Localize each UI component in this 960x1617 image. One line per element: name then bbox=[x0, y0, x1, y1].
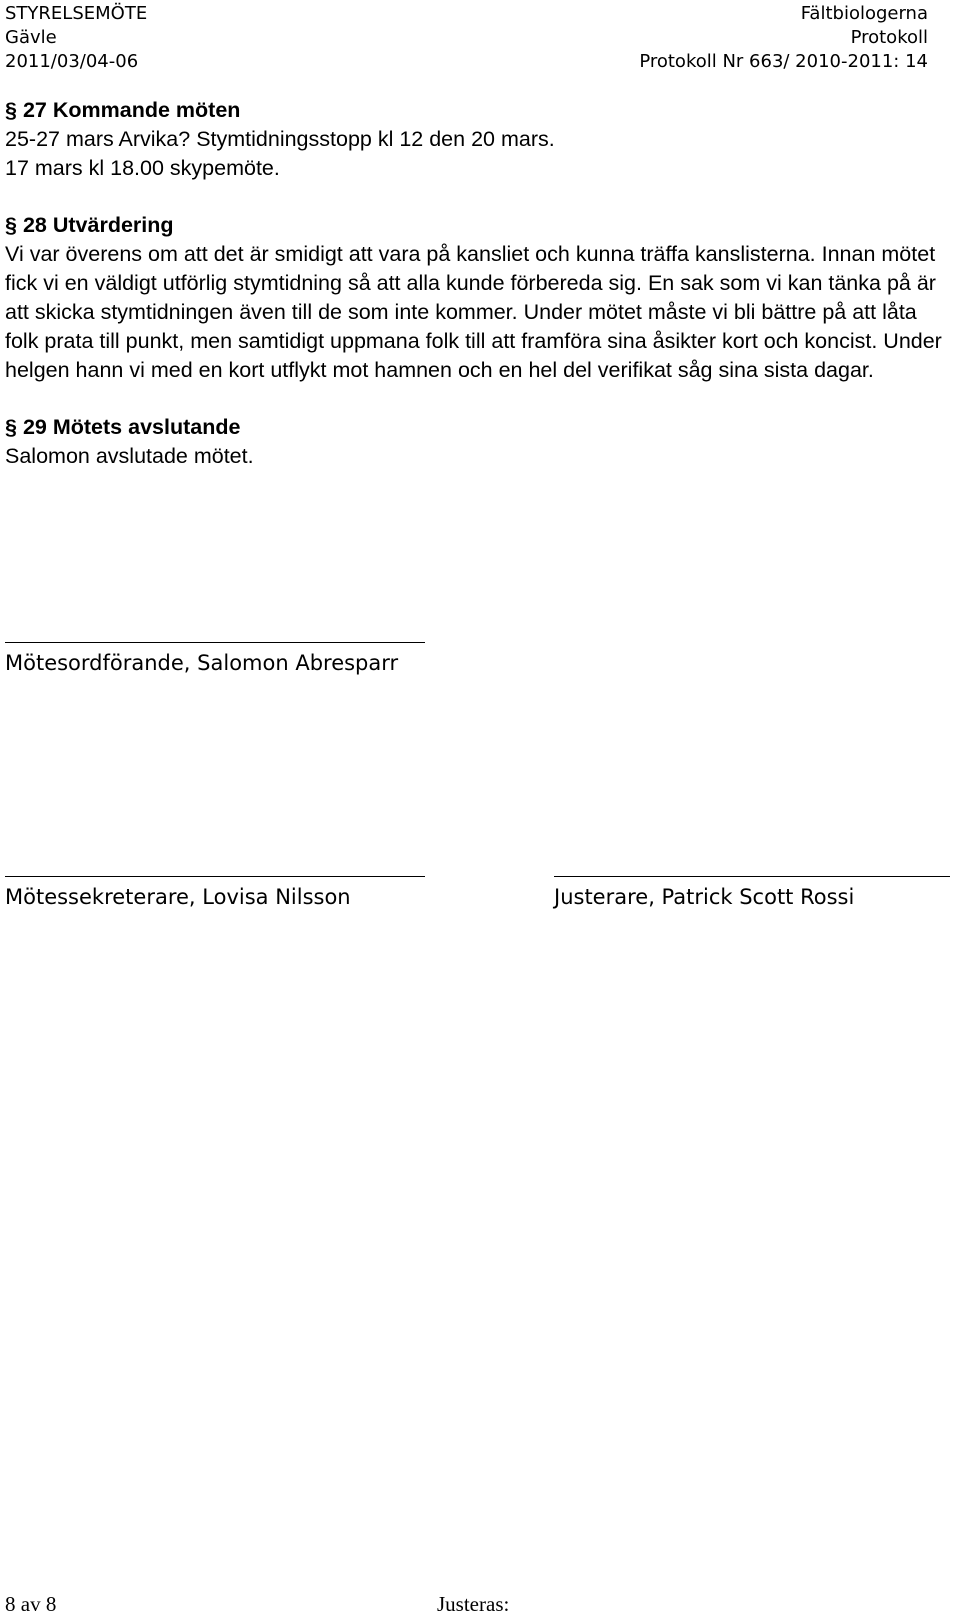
section-symbol: § bbox=[5, 213, 17, 237]
page-header bbox=[5, 2, 928, 74]
section-symbol: § bbox=[5, 415, 17, 439]
organization-name: Fältbiologerna bbox=[800, 3, 928, 24]
protocol-number: Protokoll Nr 663/ 2010-2011: 14 bbox=[639, 51, 928, 72]
section-28 bbox=[5, 211, 955, 385]
section-line: 17 mars kl 18.00 skypemöte. bbox=[5, 156, 280, 180]
meeting-location: Gävle bbox=[5, 27, 57, 48]
section-symbol: § bbox=[5, 98, 17, 122]
section-27 bbox=[5, 96, 955, 183]
section-paragraph: Vi var överens om att det är smidigt att vara på kansliet och kunna träffa kanslisterna. Innan mötet fick vi en väldigt utförlig stymtidning så att alla kunde förbereda sig. En sak som vi kan tänka på är att skicka stymtidningen även till de som inte kommer. Under mötet måste vi bli bättre på att låta folk prata till punkt, men samtidigt uppmana folk till att framföra sina åsikter kort och koncist. Under helgen hann vi med en kort utflykt mot hamnen och en hel del verifikat såg sina sista dagar. bbox=[5, 242, 942, 382]
signature-line bbox=[554, 876, 950, 877]
signature-name: Mötessekreterare, Lovisa Nilsson bbox=[5, 885, 351, 909]
signature-line bbox=[5, 876, 425, 877]
meeting-dates: 2011/03/04-06 bbox=[5, 51, 139, 72]
signature-adjuster bbox=[554, 876, 950, 911]
section-title: 29 Mötets avslutande bbox=[22, 415, 241, 439]
section-29 bbox=[5, 413, 955, 471]
header-row-2 bbox=[5, 26, 928, 50]
meeting-type: STYRELSEMÖTE bbox=[5, 3, 148, 24]
section-title: 28 Utvärdering bbox=[22, 213, 174, 237]
section-heading bbox=[5, 96, 955, 125]
signature-line bbox=[5, 642, 425, 643]
signature-secretary bbox=[5, 876, 425, 911]
section-line: 25-27 mars Arvika? Stymtidningsstopp kl 12 den 20 mars. bbox=[5, 127, 555, 151]
header-row-3 bbox=[5, 50, 928, 74]
signature-name: Justerare, Patrick Scott Rossi bbox=[554, 885, 855, 909]
signature-chair bbox=[5, 642, 425, 677]
signature-name: Mötesordförande, Salomon Abresparr bbox=[5, 651, 399, 675]
section-heading bbox=[5, 211, 955, 240]
page-number: 8 av 8 bbox=[5, 1592, 57, 1616]
section-heading bbox=[5, 413, 955, 442]
protocol-body bbox=[5, 96, 955, 499]
document-type: Protokoll bbox=[850, 27, 928, 48]
header-row-1 bbox=[5, 2, 928, 26]
section-title: 27 Kommande möten bbox=[22, 98, 241, 122]
section-line: Salomon avslutade mötet. bbox=[5, 444, 254, 468]
adjusted-label: Justeras: bbox=[437, 1592, 510, 1616]
